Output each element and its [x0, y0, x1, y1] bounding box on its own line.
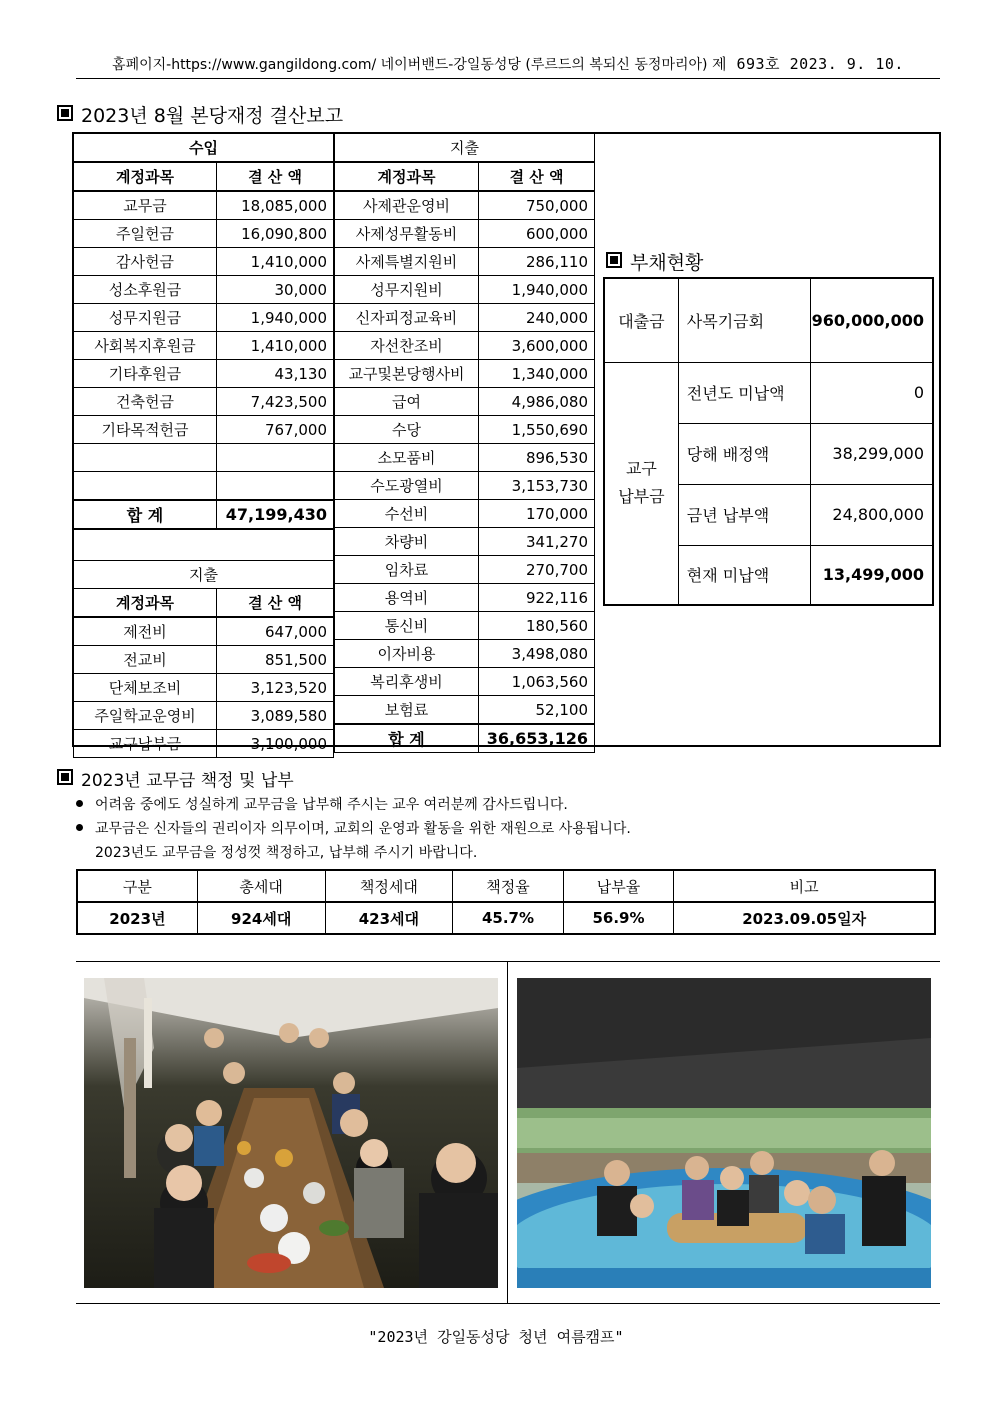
- header-text: 홈페이지-https://www.gangildong.com/ 네이버밴드-강일동성당 (루르드의 복되신 동정마리아): [112, 57, 708, 73]
- col-account-header: 계정과목: [74, 162, 217, 191]
- col-amount-header: 결 산 액: [479, 162, 595, 191]
- issue-info: 제 693호 2023. 9. 10.: [711, 55, 904, 73]
- expense-a-row: [74, 674, 334, 702]
- expense-a-header: 지출: [74, 561, 334, 589]
- camp-pool-image: [517, 978, 931, 1288]
- bullet-continuation: 2023년도 교무금을 정성껏 책정하고, 납부해 주시기 바랍니다.: [95, 845, 478, 861]
- account-amount: 170,000: [479, 500, 595, 528]
- square-bullet-icon: [606, 252, 622, 268]
- account-name: 소모품비: [335, 444, 479, 472]
- account-name: 성소후원금: [74, 276, 217, 304]
- account-name: 주일헌금: [74, 220, 217, 248]
- debt-title-text: 부채현황: [630, 252, 704, 274]
- debt-title: [606, 248, 703, 275]
- income-row: [74, 191, 334, 220]
- account-name: 수선비: [335, 500, 479, 528]
- contribution-header-row: [77, 870, 935, 902]
- account-name: 사회복지후원금: [74, 332, 217, 360]
- account-amount: 647,000: [217, 617, 334, 646]
- expense-total-row: [335, 724, 595, 753]
- loan-amount: 960,000,000: [810, 278, 933, 362]
- expense-row: [335, 332, 595, 360]
- account-name: 감사헌금: [74, 248, 217, 276]
- expense-row: [335, 444, 595, 472]
- empty-row: [74, 444, 334, 472]
- expense-row: [335, 668, 595, 696]
- account-amount: 1,063,560: [479, 668, 595, 696]
- account-amount: 52,100: [479, 696, 595, 725]
- account-name: 임차료: [335, 556, 479, 584]
- account-name: 단체보조비: [74, 674, 217, 702]
- col-header: 구분: [77, 870, 197, 902]
- col-header: 총세대: [197, 870, 325, 902]
- col-header: 책정세대: [325, 870, 453, 902]
- account-amount: 1,550,690: [479, 416, 595, 444]
- account-amount: 3,100,000: [217, 730, 334, 758]
- photo-caption: "2023년 강일동성당 청년 여름캠프": [368, 1328, 624, 1346]
- bullet-text: 어려움 중에도 성실하게 교무금을 납부해 주시는 교우 여러분께 감사드립니다.: [95, 797, 568, 813]
- expense-row: [335, 556, 595, 584]
- account-amount: 851,500: [217, 646, 334, 674]
- account-name: 이자비용: [335, 640, 479, 668]
- income-row: [74, 360, 334, 388]
- cell: 423세대: [325, 902, 453, 934]
- expense-total-amount: 36,653,126: [479, 724, 595, 753]
- account-name: 기타후원금: [74, 360, 217, 388]
- debt-row-amount: 0: [810, 362, 933, 423]
- debt-row-label: 금년 납부액: [678, 484, 810, 545]
- expense-row: [335, 416, 595, 444]
- diocese-label-line1: 교구: [625, 459, 657, 479]
- account-name: 건축헌금: [74, 388, 217, 416]
- debt-row-amount: 38,299,000: [810, 423, 933, 484]
- square-bullet-icon: [57, 769, 73, 785]
- account-amount: 4,986,080: [479, 388, 595, 416]
- col-amount-header: 결 산 액: [217, 589, 334, 618]
- cell: 924세대: [197, 902, 325, 934]
- income-colhead-row: [74, 162, 334, 191]
- debt-row-label: 전년도 미납액: [678, 362, 810, 423]
- account-amount: 3,123,520: [217, 674, 334, 702]
- debt-table: [603, 277, 934, 606]
- bullet-text: 교무금은 신자들의 권리이자 의무이며, 교회의 운영과 활동을 위한 재원으로 사용됩니다.: [95, 821, 631, 837]
- expense-table: [334, 133, 595, 753]
- account-amount: 1,340,000: [479, 360, 595, 388]
- account-name: 사제성무활동비: [335, 220, 479, 248]
- account-name: 성무지원금: [74, 304, 217, 332]
- account-name: 기타목적헌금: [74, 416, 217, 444]
- account-amount: 270,700: [479, 556, 595, 584]
- expense-a-header-row: [74, 561, 334, 589]
- account-amount: 750,000: [479, 191, 595, 220]
- account-name: 통신비: [335, 612, 479, 640]
- photo-camp-dinner: [84, 978, 498, 1288]
- contribution-title-text: 2023년 교무금 책정 및 납부: [81, 771, 294, 791]
- expense-row: [335, 276, 595, 304]
- expense-row: [335, 500, 595, 528]
- account-amount: 180,560: [479, 612, 595, 640]
- account-amount: 3,600,000: [479, 332, 595, 360]
- expense-a-row: [74, 646, 334, 674]
- income-row: [74, 416, 334, 444]
- expense-row: [335, 388, 595, 416]
- income-total-label: 합 계: [74, 500, 217, 529]
- finance-title: [57, 101, 343, 128]
- income-row: [74, 276, 334, 304]
- photo-top-rule: [76, 961, 940, 962]
- debt-row-label: 당해 배정액: [678, 423, 810, 484]
- col-header: 비고: [674, 870, 935, 902]
- account-name: 수도광열비: [335, 472, 479, 500]
- account-name: 전교비: [74, 646, 217, 674]
- account-amount: 43,130: [217, 360, 334, 388]
- spacer-row: [74, 529, 334, 561]
- expense-colhead-row: [335, 162, 595, 191]
- expense-row: [335, 640, 595, 668]
- debt-row-amount: 13,499,000: [810, 545, 933, 605]
- cell: 2023년: [77, 902, 197, 934]
- account-amount: 3,089,580: [217, 702, 334, 730]
- bullet-dot-icon: [76, 824, 83, 831]
- expense-row: [335, 220, 595, 248]
- diocese-label-line2: 납부금: [618, 487, 665, 507]
- account-name: 사제관운영비: [335, 191, 479, 220]
- bullet-item: [76, 793, 631, 817]
- cell: 56.9%: [563, 902, 674, 934]
- account-amount: 286,110: [479, 248, 595, 276]
- photo-bottom-rule: [76, 1303, 940, 1304]
- account-name: 수당: [335, 416, 479, 444]
- expense-row: [335, 472, 595, 500]
- diocese-label: [604, 362, 678, 605]
- expense-header: 지출: [335, 134, 595, 163]
- expense-row: [335, 696, 595, 725]
- account-amount: 341,270: [479, 528, 595, 556]
- expense-header-row: [335, 134, 595, 163]
- col-account-header: 계정과목: [335, 162, 479, 191]
- loan-source: 사목기금회: [678, 278, 810, 362]
- account-amount: 30,000: [217, 276, 334, 304]
- account-name: 교구및본당행사비: [335, 360, 479, 388]
- account-amount: 600,000: [479, 220, 595, 248]
- photo-divider: [507, 961, 508, 1304]
- square-bullet-icon: [57, 105, 73, 121]
- account-amount: 767,000: [217, 416, 334, 444]
- bullet-dot-icon: [76, 800, 83, 807]
- camp-dinner-image: [84, 978, 498, 1288]
- account-amount: 16,090,800: [217, 220, 334, 248]
- expense-row: [335, 191, 595, 220]
- expense-row: [335, 304, 595, 332]
- debt-row-label: 현재 미납액: [678, 545, 810, 605]
- empty-row: [74, 472, 334, 501]
- account-name: 사제특별지원비: [335, 248, 479, 276]
- income-table: [73, 133, 334, 758]
- account-name: 성무지원비: [335, 276, 479, 304]
- photo-camp-pool: [517, 978, 931, 1288]
- account-name: 보험료: [335, 696, 479, 725]
- income-row: [74, 248, 334, 276]
- expense-row: [335, 584, 595, 612]
- account-name: 차량비: [335, 528, 479, 556]
- account-name: 용역비: [335, 584, 479, 612]
- account-amount: 922,116: [479, 584, 595, 612]
- contribution-title: [57, 766, 294, 791]
- expense-a-row: [74, 617, 334, 646]
- col-header: 납부율: [563, 870, 674, 902]
- expense-total-label: 합 계: [335, 724, 479, 753]
- page-header: [76, 50, 940, 79]
- expense-row: [335, 612, 595, 640]
- expense-row: [335, 360, 595, 388]
- account-name: 복리후생비: [335, 668, 479, 696]
- contribution-table: [76, 869, 936, 935]
- contribution-data-row: [77, 902, 935, 934]
- income-row: [74, 304, 334, 332]
- cell: 45.7%: [453, 902, 564, 934]
- col-account-header: 계정과목: [74, 589, 217, 618]
- expense-a-row: [74, 730, 334, 758]
- expense-row: [335, 248, 595, 276]
- account-name: 신자피정교육비: [335, 304, 479, 332]
- col-amount-header: 결 산 액: [217, 162, 334, 191]
- income-row: [74, 332, 334, 360]
- account-amount: 1,940,000: [479, 276, 595, 304]
- account-amount: 3,153,730: [479, 472, 595, 500]
- account-name: 주일학교운영비: [74, 702, 217, 730]
- col-header: 책정율: [453, 870, 564, 902]
- account-amount: 3,498,080: [479, 640, 595, 668]
- account-amount: 7,423,500: [217, 388, 334, 416]
- loan-label: 대출금: [604, 278, 678, 362]
- cell: 2023.09.05일자: [674, 902, 935, 934]
- account-amount: 240,000: [479, 304, 595, 332]
- income-header-row: [74, 134, 334, 163]
- income-row: [74, 388, 334, 416]
- account-name: 자선찬조비: [335, 332, 479, 360]
- account-amount: 896,530: [479, 444, 595, 472]
- account-amount: 18,085,000: [217, 191, 334, 220]
- account-name: 교구납부금: [74, 730, 217, 758]
- account-name: 교무금: [74, 191, 217, 220]
- debt-row-amount: 24,800,000: [810, 484, 933, 545]
- account-amount: 1,410,000: [217, 332, 334, 360]
- income-header: 수입: [74, 134, 334, 163]
- account-amount: 1,410,000: [217, 248, 334, 276]
- expense-a-colhead-row: [74, 589, 334, 618]
- income-total-amount: 47,199,430: [217, 500, 334, 529]
- bullet-item: [76, 817, 631, 841]
- expense-a-row: [74, 702, 334, 730]
- contribution-notes: [76, 793, 631, 865]
- account-name: 제전비: [74, 617, 217, 646]
- income-total-row: [74, 500, 334, 529]
- expense-row: [335, 528, 595, 556]
- account-name: 급여: [335, 388, 479, 416]
- account-amount: 1,940,000: [217, 304, 334, 332]
- income-row: [74, 220, 334, 248]
- finance-title-text: 2023년 8월 본당재정 결산보고: [81, 105, 344, 127]
